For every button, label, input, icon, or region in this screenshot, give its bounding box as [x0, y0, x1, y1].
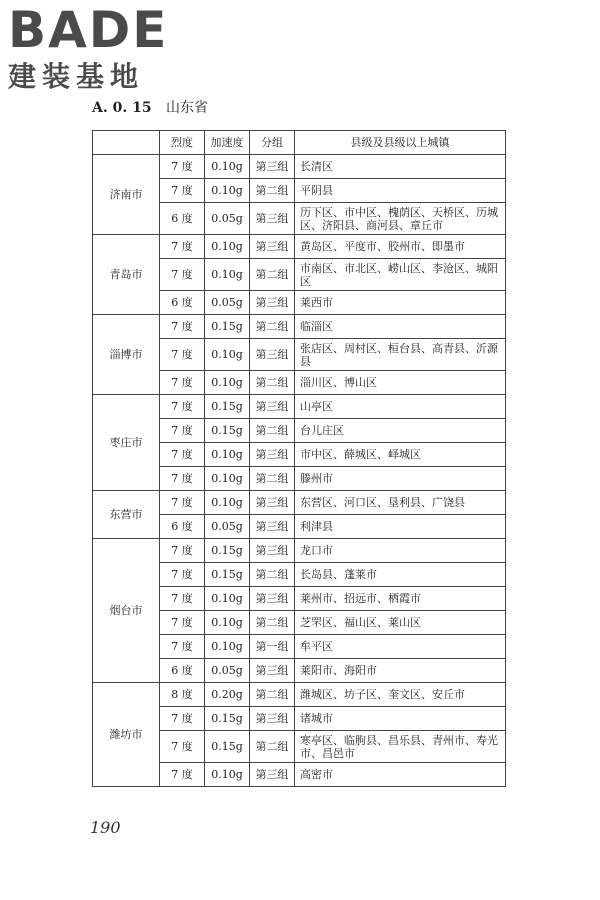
acceleration-cell: 0.15g: [205, 563, 250, 587]
acceleration-cell: 0.10g: [205, 467, 250, 491]
logo-wordmark: BADE: [8, 1, 169, 59]
acceleration-cell: 0.10g: [205, 587, 250, 611]
table-row: [93, 683, 506, 707]
towns-cell: 高密市: [295, 763, 506, 787]
section-number: A. 0. 15: [92, 100, 152, 116]
intensity-cell: 7 度: [160, 395, 205, 419]
acceleration-cell: 0.10g: [205, 611, 250, 635]
city-cell: 枣庄市: [93, 395, 160, 491]
group-cell: 第二组: [250, 419, 295, 443]
acceleration-cell: 0.15g: [205, 707, 250, 731]
group-cell: 第三组: [250, 491, 295, 515]
group-cell: 第三组: [250, 587, 295, 611]
acceleration-cell: 0.15g: [205, 731, 250, 763]
towns-cell: 芝罘区、福山区、莱山区: [295, 611, 506, 635]
intensity-cell: 7 度: [160, 587, 205, 611]
acceleration-cell: 0.10g: [205, 371, 250, 395]
intensity-cell: 7 度: [160, 467, 205, 491]
acceleration-cell: 0.15g: [205, 315, 250, 339]
group-cell: 第二组: [250, 315, 295, 339]
group-cell: 第二组: [250, 731, 295, 763]
intensity-cell: 7 度: [160, 259, 205, 291]
acceleration-cell: 0.15g: [205, 539, 250, 563]
towns-cell: 山亭区: [295, 395, 506, 419]
group-cell: 第三组: [250, 395, 295, 419]
header-intensity: 烈度: [160, 131, 205, 155]
towns-cell: 潍城区、坊子区、奎文区、安丘市: [295, 683, 506, 707]
group-cell: 第二组: [250, 259, 295, 291]
group-cell: 第三组: [250, 443, 295, 467]
acceleration-cell: 0.05g: [205, 515, 250, 539]
intensity-cell: 7 度: [160, 707, 205, 731]
section-title: 山东省: [166, 100, 209, 116]
group-cell: 第二组: [250, 371, 295, 395]
towns-cell: 东营区、河口区、垦利县、广饶县: [295, 491, 506, 515]
acceleration-cell: 0.10g: [205, 491, 250, 515]
acceleration-cell: 0.15g: [205, 395, 250, 419]
page-number: 190: [90, 818, 121, 837]
group-cell: 第二组: [250, 467, 295, 491]
intensity-cell: 7 度: [160, 235, 205, 259]
group-cell: 第二组: [250, 683, 295, 707]
intensity-cell: 6 度: [160, 659, 205, 683]
acceleration-cell: 0.10g: [205, 235, 250, 259]
city-cell: 济南市: [93, 155, 160, 235]
header-group: 分组: [250, 131, 295, 155]
group-cell: 第三组: [250, 515, 295, 539]
table-row: [93, 491, 506, 515]
acceleration-cell: 0.05g: [205, 203, 250, 235]
intensity-cell: 7 度: [160, 491, 205, 515]
towns-cell: 市中区、薛城区、峄城区: [295, 443, 506, 467]
acceleration-cell: 0.10g: [205, 155, 250, 179]
acceleration-cell: 0.15g: [205, 419, 250, 443]
towns-cell: 莱西市: [295, 291, 506, 315]
towns-cell: 寒亭区、临朐县、昌乐县、青州市、寿光市、昌邑市: [295, 731, 506, 763]
group-cell: 第三组: [250, 203, 295, 235]
group-cell: 第一组: [250, 635, 295, 659]
group-cell: 第三组: [250, 763, 295, 787]
logo-subtitle: 建装基地: [8, 60, 145, 93]
acceleration-cell: 0.10g: [205, 179, 250, 203]
towns-cell: 龙口市: [295, 539, 506, 563]
intensity-cell: 7 度: [160, 419, 205, 443]
towns-cell: 莱州市、招远市、栖霞市: [295, 587, 506, 611]
towns-cell: 台儿庄区: [295, 419, 506, 443]
header-acceleration: 加速度: [205, 131, 250, 155]
table-body: [93, 155, 506, 787]
intensity-cell: 7 度: [160, 563, 205, 587]
group-cell: 第二组: [250, 611, 295, 635]
intensity-cell: 7 度: [160, 731, 205, 763]
table-row: [93, 539, 506, 563]
group-cell: 第三组: [250, 235, 295, 259]
group-cell: 第三组: [250, 291, 295, 315]
intensity-cell: 7 度: [160, 763, 205, 787]
header-towns: 县级及县级以上城镇: [295, 131, 506, 155]
group-cell: 第二组: [250, 179, 295, 203]
towns-cell: 历下区、市中区、槐荫区、天桥区、历城区、济阳县、商河县、章丘市: [295, 203, 506, 235]
towns-cell: 平阴县: [295, 179, 506, 203]
intensity-cell: 7 度: [160, 179, 205, 203]
city-cell: 青岛市: [93, 235, 160, 315]
acceleration-cell: 0.10g: [205, 339, 250, 371]
acceleration-cell: 0.10g: [205, 259, 250, 291]
intensity-cell: 7 度: [160, 539, 205, 563]
intensity-cell: 7 度: [160, 339, 205, 371]
group-cell: 第三组: [250, 659, 295, 683]
acceleration-cell: 0.10g: [205, 443, 250, 467]
intensity-cell: 6 度: [160, 203, 205, 235]
towns-cell: 利津县: [295, 515, 506, 539]
city-cell: 淄博市: [93, 315, 160, 395]
towns-cell: 淄川区、博山区: [295, 371, 506, 395]
towns-cell: 临淄区: [295, 315, 506, 339]
towns-cell: 黄岛区、平度市、胶州市、即墨市: [295, 235, 506, 259]
table-row: [93, 315, 506, 339]
intensity-cell: 8 度: [160, 683, 205, 707]
table-header-row: [93, 131, 506, 155]
towns-cell: 长岛县、蓬莱市: [295, 563, 506, 587]
towns-cell: 长清区: [295, 155, 506, 179]
intensity-cell: 7 度: [160, 371, 205, 395]
intensity-cell: 6 度: [160, 515, 205, 539]
group-cell: 第三组: [250, 155, 295, 179]
table-row: [93, 235, 506, 259]
acceleration-cell: 0.05g: [205, 659, 250, 683]
table-row: [93, 395, 506, 419]
acceleration-cell: 0.10g: [205, 635, 250, 659]
towns-cell: 张店区、周村区、桓台县、高青县、沂源县: [295, 339, 506, 371]
towns-cell: 滕州市: [295, 467, 506, 491]
acceleration-cell: 0.20g: [205, 683, 250, 707]
city-cell: 潍坊市: [93, 683, 160, 787]
bade-logo: [8, 1, 178, 96]
acceleration-cell: 0.10g: [205, 763, 250, 787]
intensity-cell: 7 度: [160, 635, 205, 659]
group-cell: 第三组: [250, 339, 295, 371]
header-city: [93, 131, 160, 155]
intensity-cell: 7 度: [160, 155, 205, 179]
seismic-zoning-table: [92, 130, 506, 787]
intensity-cell: 7 度: [160, 443, 205, 467]
group-cell: 第三组: [250, 539, 295, 563]
section-heading: [92, 97, 208, 117]
towns-cell: 牟平区: [295, 635, 506, 659]
intensity-cell: 6 度: [160, 291, 205, 315]
acceleration-cell: 0.05g: [205, 291, 250, 315]
towns-cell: 诸城市: [295, 707, 506, 731]
towns-cell: 莱阳市、海阳市: [295, 659, 506, 683]
towns-cell: 市南区、市北区、崂山区、李沧区、城阳区: [295, 259, 506, 291]
city-cell: 东营市: [93, 491, 160, 539]
intensity-cell: 7 度: [160, 611, 205, 635]
group-cell: 第二组: [250, 563, 295, 587]
city-cell: 烟台市: [93, 539, 160, 683]
intensity-cell: 7 度: [160, 315, 205, 339]
group-cell: 第三组: [250, 707, 295, 731]
table-row: [93, 155, 506, 179]
